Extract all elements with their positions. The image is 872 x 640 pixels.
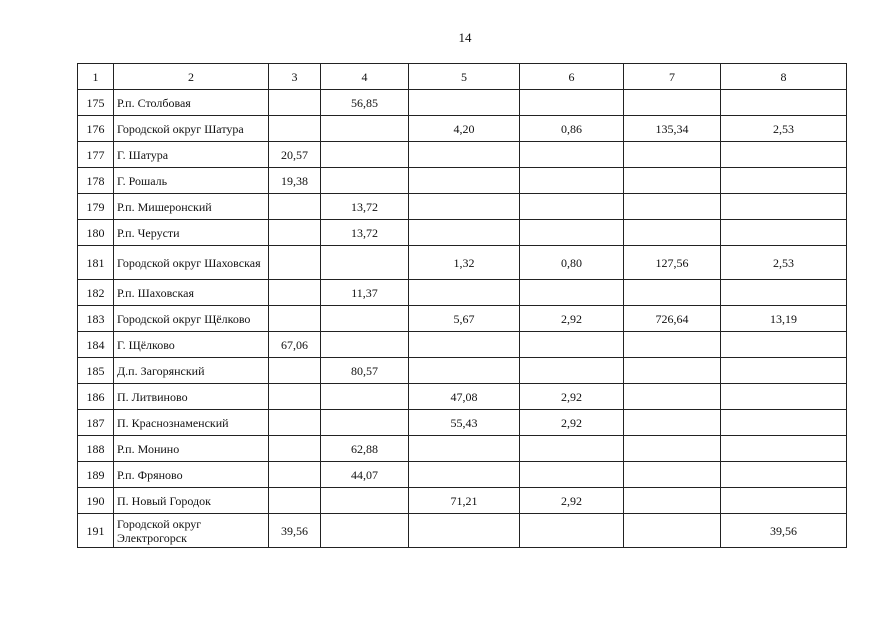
municipality-name-cell: Городской округ Электрогорск [114,514,269,548]
table-row [78,194,847,220]
value-col-5-cell [409,90,520,116]
value-col-5-cell [409,436,520,462]
value-col-8-cell [721,220,847,246]
value-col-5-cell [409,514,520,548]
value-col-8-cell [721,358,847,384]
value-col-6-cell [520,220,624,246]
row-number-cell: 189 [78,462,114,488]
value-col-6-cell [520,90,624,116]
value-col-7-cell: 726,64 [624,306,721,332]
row-number-cell: 177 [78,142,114,168]
value-col-3-cell [269,358,321,384]
value-col-8-cell [721,142,847,168]
value-col-4-cell: 44,07 [321,462,409,488]
value-col-7-cell [624,90,721,116]
municipality-name-cell: П. Краснознаменский [114,410,269,436]
table-row [78,246,847,280]
value-col-6-cell: 2,92 [520,410,624,436]
value-col-5-cell: 1,32 [409,246,520,280]
value-col-3-cell [269,280,321,306]
value-col-3-cell: 39,56 [269,514,321,548]
column-header: 7 [624,64,721,90]
value-col-4-cell: 13,72 [321,194,409,220]
row-number-cell: 181 [78,246,114,280]
municipality-name-cell: Р.п. Шаховская [114,280,269,306]
value-col-8-cell [721,280,847,306]
value-col-6-cell [520,194,624,220]
value-col-8-cell: 2,53 [721,116,847,142]
value-col-6-cell [520,142,624,168]
value-col-8-cell: 13,19 [721,306,847,332]
municipality-name-cell: Г. Щёлково [114,332,269,358]
value-col-7-cell [624,488,721,514]
value-col-3-cell: 19,38 [269,168,321,194]
column-header: 8 [721,64,847,90]
value-col-7-cell: 127,56 [624,246,721,280]
value-col-3-cell [269,384,321,410]
table-row [78,462,847,488]
value-col-6-cell [520,514,624,548]
value-col-7-cell [624,384,721,410]
value-col-6-cell: 2,92 [520,384,624,410]
value-col-5-cell: 5,67 [409,306,520,332]
value-col-5-cell [409,220,520,246]
value-col-6-cell: 2,92 [520,488,624,514]
value-col-7-cell [624,168,721,194]
table-row [78,358,847,384]
table-row [78,168,847,194]
value-col-4-cell [321,168,409,194]
row-number-cell: 180 [78,220,114,246]
column-header: 5 [409,64,520,90]
value-col-4-cell: 13,72 [321,220,409,246]
value-col-4-cell: 62,88 [321,436,409,462]
value-col-8-cell [721,384,847,410]
value-col-5-cell [409,194,520,220]
municipality-name-cell: Д.п. Загорянский [114,358,269,384]
table-row [78,410,847,436]
row-number-cell: 183 [78,306,114,332]
value-col-5-cell: 47,08 [409,384,520,410]
municipality-name-cell: Р.п. Черусти [114,220,269,246]
value-col-6-cell [520,332,624,358]
row-number-cell: 176 [78,116,114,142]
row-number-cell: 179 [78,194,114,220]
value-col-6-cell [520,280,624,306]
value-col-6-cell [520,358,624,384]
municipality-name-cell: Р.п. Мишеронский [114,194,269,220]
table-row [78,514,847,548]
row-number-cell: 175 [78,90,114,116]
column-header: 4 [321,64,409,90]
value-col-7-cell [624,436,721,462]
value-col-7-cell [624,142,721,168]
value-col-3-cell [269,220,321,246]
value-col-5-cell [409,332,520,358]
value-col-7-cell [624,332,721,358]
value-col-8-cell [721,332,847,358]
table-row [78,280,847,306]
table-row [78,142,847,168]
municipality-name-cell: Р.п. Монино [114,436,269,462]
value-col-4-cell: 80,57 [321,358,409,384]
column-header: 1 [78,64,114,90]
column-header: 6 [520,64,624,90]
value-col-8-cell [721,168,847,194]
value-col-3-cell [269,410,321,436]
page-number: 14 [458,30,472,45]
value-col-8-cell [721,462,847,488]
value-col-6-cell: 0,80 [520,246,624,280]
value-col-8-cell: 39,56 [721,514,847,548]
value-col-7-cell [624,194,721,220]
column-header: 2 [114,64,269,90]
value-col-3-cell [269,488,321,514]
row-number-cell: 182 [78,280,114,306]
row-number-cell: 187 [78,410,114,436]
table-row [78,488,847,514]
row-number-cell: 178 [78,168,114,194]
value-col-8-cell [721,436,847,462]
value-col-5-cell [409,142,520,168]
value-col-5-cell: 71,21 [409,488,520,514]
value-col-7-cell [624,220,721,246]
value-col-5-cell: 4,20 [409,116,520,142]
row-number-cell: 186 [78,384,114,410]
municipality-name-cell: Г. Шатура [114,142,269,168]
column-header: 3 [269,64,321,90]
value-col-7-cell [624,358,721,384]
value-col-3-cell [269,246,321,280]
row-number-cell: 184 [78,332,114,358]
table-body [78,90,847,548]
municipality-name-cell: Городской округ Шаховская [114,246,269,280]
value-col-3-cell: 67,06 [269,332,321,358]
table-row [78,90,847,116]
value-col-4-cell [321,488,409,514]
value-col-4-cell [321,116,409,142]
value-col-3-cell [269,436,321,462]
value-col-3-cell [269,116,321,142]
value-col-5-cell [409,462,520,488]
value-col-4-cell: 56,85 [321,90,409,116]
value-col-4-cell [321,384,409,410]
value-col-7-cell [624,514,721,548]
value-col-7-cell [624,462,721,488]
value-col-7-cell [624,410,721,436]
table-row [78,306,847,332]
value-col-4-cell: 11,37 [321,280,409,306]
data-table [77,63,847,548]
value-col-6-cell [520,436,624,462]
value-col-4-cell [321,142,409,168]
value-col-3-cell [269,90,321,116]
table-row [78,332,847,358]
value-col-7-cell [624,280,721,306]
value-col-8-cell [721,488,847,514]
value-col-3-cell: 20,57 [269,142,321,168]
value-col-7-cell: 135,34 [624,116,721,142]
value-col-8-cell [721,410,847,436]
value-col-4-cell [321,332,409,358]
value-col-4-cell [321,514,409,548]
value-col-3-cell [269,462,321,488]
value-col-8-cell [721,194,847,220]
municipality-name-cell: Р.п. Фряново [114,462,269,488]
value-col-8-cell: 2,53 [721,246,847,280]
table-row [78,384,847,410]
row-number-cell: 188 [78,436,114,462]
value-col-3-cell [269,194,321,220]
table-row [78,220,847,246]
value-col-6-cell [520,462,624,488]
row-number-cell: 190 [78,488,114,514]
value-col-5-cell: 55,43 [409,410,520,436]
value-col-5-cell [409,358,520,384]
row-number-cell: 191 [78,514,114,548]
municipality-name-cell: П. Новый Городок [114,488,269,514]
table-row [78,116,847,142]
value-col-6-cell [520,168,624,194]
value-col-3-cell [269,306,321,332]
value-col-4-cell [321,246,409,280]
value-col-4-cell [321,410,409,436]
value-col-5-cell [409,168,520,194]
municipality-name-cell: П. Литвиново [114,384,269,410]
municipality-name-cell: Городской округ Шатура [114,116,269,142]
municipality-name-cell: Р.п. Столбовая [114,90,269,116]
table-row [78,436,847,462]
value-col-6-cell: 0,86 [520,116,624,142]
table-header-row [78,64,847,90]
row-number-cell: 185 [78,358,114,384]
value-col-5-cell [409,280,520,306]
municipality-name-cell: Г. Рошаль [114,168,269,194]
value-col-4-cell [321,306,409,332]
value-col-6-cell: 2,92 [520,306,624,332]
value-col-8-cell [721,90,847,116]
municipality-name-cell: Городской округ Щёлково [114,306,269,332]
